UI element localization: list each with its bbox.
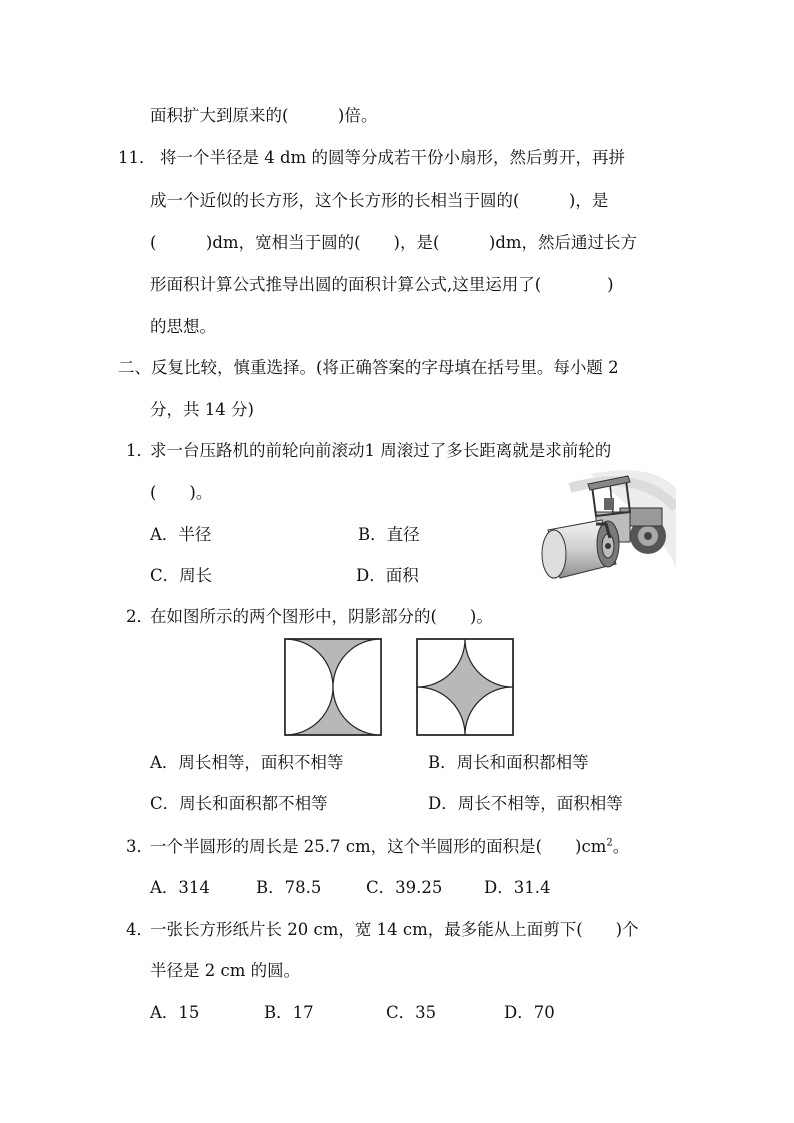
q10-continuation: 面积扩大到原来的( )倍。 [150, 106, 378, 125]
q2-line-1: 在如图所示的两个图形中，阴影部分的( )。 [150, 607, 493, 626]
q4-option-b: B．17 [264, 1003, 314, 1022]
q4-option-c: C．35 [386, 1003, 437, 1022]
q4-line-2: 半径是 2 cm 的圆。 [150, 961, 301, 980]
q11-line-5: 的思想。 [150, 317, 216, 336]
road-roller-illustration [530, 468, 676, 586]
q4-option-d: D．70 [504, 1003, 555, 1022]
q4-option-a: A．15 [150, 1003, 200, 1022]
q1-option-d: D．面积 [356, 566, 419, 585]
q3-text: 一个半圆形的周长是 25.7 cm，这个半圆形的面积是( )cm [150, 837, 607, 856]
q11-number: 11． [118, 148, 156, 167]
q4-number: 4． [126, 920, 153, 939]
figure-right-square [416, 638, 514, 736]
q3-option-c: C．39.25 [366, 878, 443, 897]
q1-number: 1． [126, 441, 153, 460]
q4-line-1: 一张长方形纸片长 20 cm，宽 14 cm，最多能从上面剪下( )个 [150, 920, 639, 939]
q3-option-d: D．31.4 [484, 878, 551, 897]
q1-option-c: C．周长 [150, 566, 213, 585]
q3-option-b: B．78.5 [256, 878, 322, 897]
q11-line-4: 形面积计算公式推导出圆的面积计算公式,这里运用了( ) [150, 275, 614, 294]
q11-line-2: 成一个近似的长方形，这个长方形的长相当于圆的( )，是 [150, 191, 609, 210]
q2-option-d: D．周长不相等，面积相等 [428, 794, 623, 813]
section-2-heading-cont: 分，共 14 分) [150, 400, 254, 419]
section-2-heading: 二、反复比较，慎重选择。(将正确答案的字母填在括号里。每小题 2 [118, 358, 619, 377]
q11-line-3: ( )dm，宽相当于圆的( )，是( )dm，然后通过长方 [150, 233, 638, 252]
q2-number: 2． [126, 607, 153, 626]
q1-option-b: B．直径 [358, 525, 420, 544]
q3-exponent: 2 [606, 837, 613, 849]
q1-line-2: ( )。 [150, 483, 213, 502]
q1-line-1: 求一台压路机的前轮向前滚动1 周滚过了多长距离就是求前轮的 [150, 441, 612, 460]
q2-option-a: A．周长相等，面积不相等 [150, 753, 344, 772]
q2-option-b: B．周长和面积都相等 [428, 753, 589, 772]
q3-text-end: 。 [612, 837, 630, 856]
q3-line-1 [150, 836, 629, 858]
q11-line-1: 将一个半径是 4 dm 的圆等分成若干份小扇形，然后剪开，再拼 [160, 148, 625, 167]
q3-option-a: A．314 [150, 878, 210, 897]
q1-option-a: A．半径 [150, 525, 212, 544]
figure-left-square [284, 638, 382, 736]
q2-option-c: C．周长和面积都不相等 [150, 794, 328, 813]
q3-number: 3． [126, 837, 153, 856]
